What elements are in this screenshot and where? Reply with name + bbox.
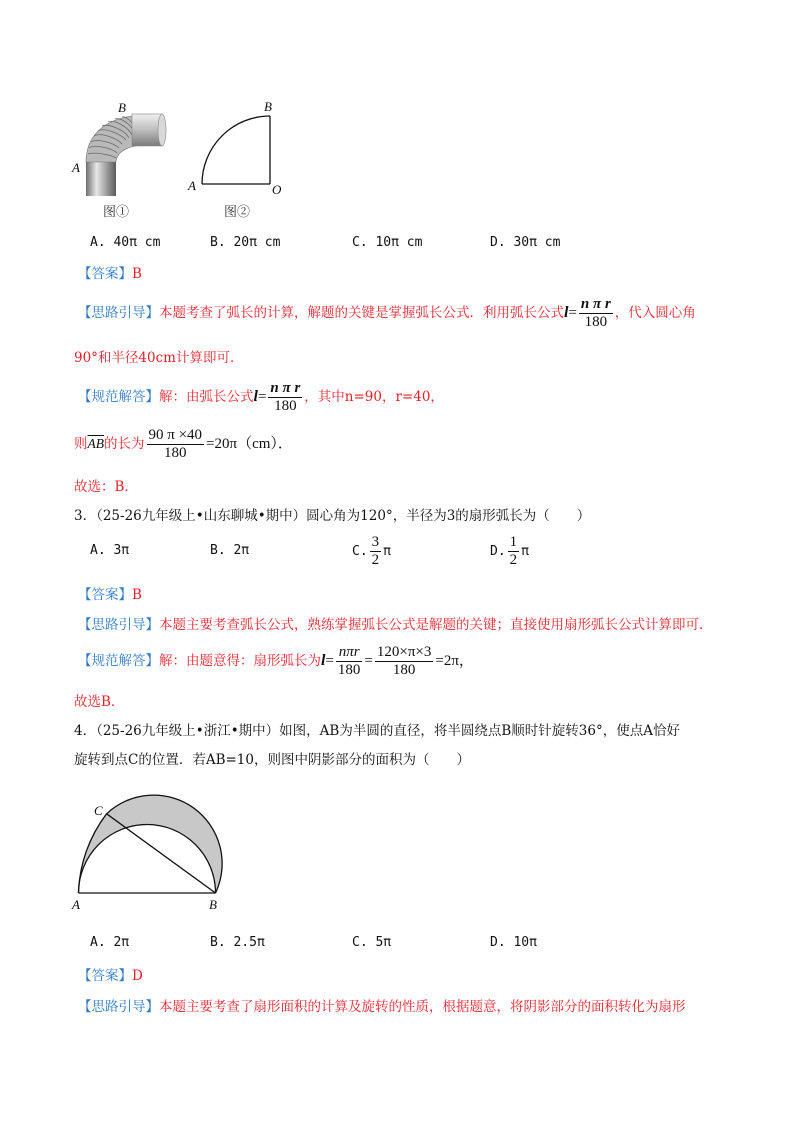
q3-choose: 故选B．: [74, 694, 125, 710]
formula-l: l: [321, 652, 326, 669]
fraction-numerator: n π r: [580, 296, 611, 312]
formula-eq: =: [568, 305, 577, 321]
fraction-numerator: 3: [371, 534, 380, 550]
q2-answer-line: [78, 262, 142, 282]
hint-tag: 【思路引导】: [78, 999, 159, 1015]
q4-option-a[interactable]: A. 2π: [90, 935, 130, 950]
rotated-semicircle-diagram: [66, 778, 246, 913]
formula-fraction: [336, 644, 363, 679]
q4-option-d[interactable]: D. 10π: [490, 935, 537, 950]
solution-text: 解：由题意得：扇形弧长为: [159, 653, 321, 669]
q2-solution-line: [78, 378, 444, 416]
arc-label-b: B: [264, 99, 272, 114]
q2-hint-line2: 90°和半径40cm计算即可．: [74, 350, 244, 366]
quarter-arc-diagram: [184, 98, 294, 198]
option-fraction: [508, 534, 520, 569]
formula-l: l: [253, 388, 258, 405]
arc-length-fraction: [268, 380, 302, 415]
q4-stem-line2: 旋转到点C的位置．若AB=10，则图中阴影部分的面积为（ ）: [74, 752, 470, 768]
bent-pipe-illustration: [70, 98, 180, 218]
hint-tag: 【思路引导】: [78, 305, 159, 321]
label-c: C: [94, 803, 103, 818]
figure-2: [184, 98, 294, 198]
q2-solution-line2: [74, 424, 293, 464]
figure-1-caption: 图①: [103, 205, 130, 220]
pi-symbol: π: [521, 544, 529, 559]
solution-prefix: 则: [74, 436, 88, 452]
q3-stem: 3．（25-26九年级上•山东聊城•期中）圆心角为120°，半径为3的扇形弧长为（ ）: [74, 508, 591, 524]
answer-tag: 【答案】: [78, 587, 132, 603]
arc-ab: $\overline{AB}$: [87, 436, 104, 451]
q3-solution-line: [78, 641, 474, 681]
calc-fraction: [375, 644, 434, 679]
pi-symbol: π: [383, 544, 391, 559]
q4-option-c[interactable]: C. 5π: [352, 935, 392, 950]
answer-value: B: [132, 587, 142, 603]
solution-tag: 【规范解答】: [78, 389, 159, 405]
pipe-label-a: A: [72, 160, 80, 175]
fraction-denominator: 180: [274, 398, 297, 414]
q2-option-b[interactable]: B. 20π cm: [210, 235, 281, 250]
fraction-denominator: 2: [509, 552, 518, 568]
fraction-numerator: 90 π ×40: [148, 427, 203, 443]
fraction-numerator: nπr: [336, 644, 363, 662]
q3-option-c[interactable]: [352, 532, 391, 572]
arc-label-o: O: [272, 182, 282, 197]
answer-value: D: [132, 968, 143, 984]
hint-text: 本题考查了弧长的计算，解题的关键是掌握弧长公式．利用弧长公式: [159, 305, 564, 321]
solution-tag: 【规范解答】: [78, 653, 159, 669]
arc-length-fraction: [579, 296, 613, 331]
hint-tail: ，代入圆心角: [614, 305, 696, 321]
hint-tag: 【思路引导】: [78, 617, 159, 633]
formula-eq: =: [364, 653, 373, 669]
q3-hint-line: [78, 613, 713, 633]
arc-length-calc-fraction: [147, 427, 205, 462]
formula-eq: =: [257, 389, 267, 405]
figure-1: [70, 98, 180, 218]
answer-value: B: [132, 266, 142, 282]
answer-tag: 【答案】: [78, 266, 132, 282]
q2-option-a[interactable]: A. 40π cm: [90, 235, 161, 250]
fraction-numerator: 1: [509, 534, 518, 550]
fraction-denominator: 2: [371, 552, 380, 568]
formula-eq: =: [325, 653, 334, 669]
fraction-denominator: 180: [392, 662, 416, 678]
fraction-denominator: 180: [164, 445, 187, 461]
q4-hint-line: [78, 995, 686, 1015]
q3-option-a[interactable]: A. 3π: [90, 543, 130, 558]
q4-option-b[interactable]: B. 2.5π: [210, 935, 265, 950]
answer-tag: 【答案】: [78, 968, 132, 984]
hint-text: 本题主要考查弧长公式，熟练掌握弧长公式是解题的关键；直接使用扇形弧长公式计算即可．: [159, 617, 713, 633]
fraction-denominator: 180: [337, 662, 361, 678]
q3-option-d[interactable]: [490, 532, 529, 572]
q2-option-d[interactable]: D. 30π cm: [490, 235, 561, 250]
solution-result: =20π（cm）．: [206, 436, 293, 452]
fraction-denominator: 180: [584, 314, 608, 330]
solution-tail: ，其中n=90，r=40，: [304, 389, 444, 405]
q3-option-b[interactable]: B. 2π: [210, 543, 250, 558]
fraction-numerator: n π r: [270, 380, 301, 396]
q2-option-c[interactable]: C. 10π cm: [352, 235, 423, 250]
fraction-numerator: 120×π×3: [376, 644, 432, 660]
formula-l: l: [564, 304, 569, 321]
arc-label-a: A: [188, 178, 196, 193]
option-label: D.: [490, 544, 506, 559]
solution-result: =2π，: [435, 653, 474, 669]
q4-answer-line: [78, 964, 143, 984]
pipe-label-b: B: [118, 100, 126, 115]
q2-choose: 故选：B．: [74, 479, 138, 495]
figure-2-caption: 图②: [224, 205, 251, 220]
label-b: B: [209, 897, 217, 912]
q4-figure: [66, 778, 246, 913]
solution-mid: 的长为: [104, 436, 145, 452]
option-label: C.: [352, 544, 368, 559]
q4-stem-line1: 4．（25-26九年级上•浙江•期中）如图，AB为半圆的直径，将半圆绕点B顺时针旋转36°，使点A恰好: [74, 723, 680, 739]
solution-text: 解：由弧长公式: [159, 389, 254, 405]
q3-answer-line: [78, 583, 142, 603]
option-fraction: [370, 534, 382, 569]
q2-hint-line: [78, 294, 696, 332]
hint-text: 本题主要考查了扇形面积的计算及旋转的性质，根据题意，将阴影部分的面积转化为扇形: [159, 999, 686, 1015]
label-a: A: [72, 897, 80, 912]
